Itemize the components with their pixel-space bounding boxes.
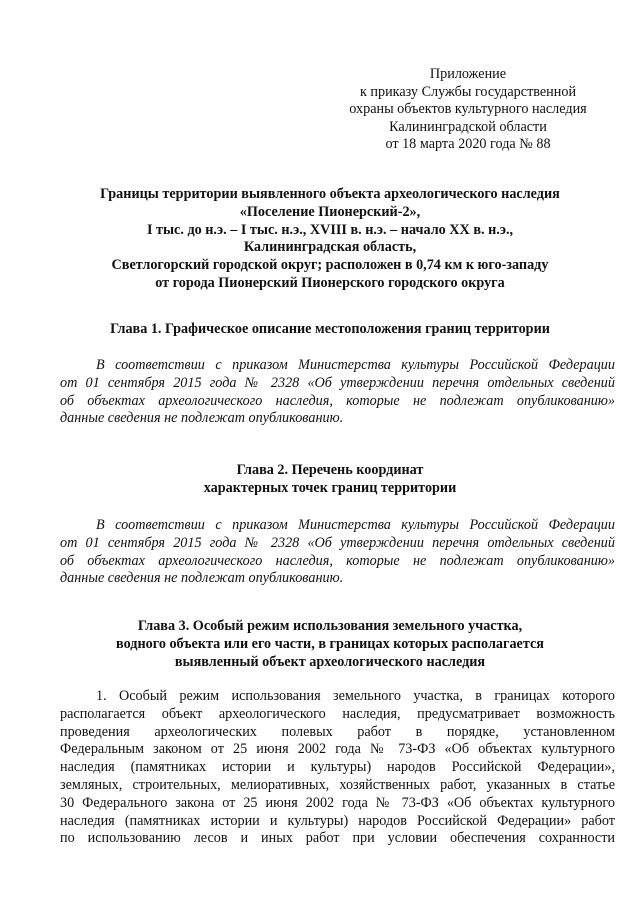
paragraph-line: от 01 сентября 2015 года № 2328 «Об утверждении перечня отдельных сведений <box>60 534 615 551</box>
paragraph-line: 1. Особый режим использования земельного участка, в границах которого <box>96 688 615 704</box>
chapter-1-heading <box>60 321 600 339</box>
chapter-2-heading <box>60 462 600 498</box>
title-line: от города Пионерский Пионерского городского округа <box>155 274 505 291</box>
appendix-line: от 18 марта 2020 года № 88 <box>385 136 551 153</box>
paragraph-line: Федеральным законом от 25 июня 2002 года № 73-ФЗ «Об объектах культурного <box>60 741 615 758</box>
chapter-heading-line: выявленный объект археологического наследия <box>174 653 486 670</box>
chapter-3-text <box>60 688 615 848</box>
paragraph-line: данные сведения не подлежат опубликованию. <box>60 410 344 427</box>
document-title <box>70 186 590 293</box>
appendix-line: Калининградской области <box>389 118 547 135</box>
paragraph-line: наследия (памятниках истории и культуры) народов Российской Федерации», <box>60 759 615 776</box>
chapter-heading-line: Глава 2. Перечень координат <box>236 462 424 478</box>
title-line: «Поселение Пионерский-2», <box>239 203 421 220</box>
paragraph-line: располагается объект археологического наследия, предусматривает возможность <box>60 705 615 722</box>
paragraph-line: об объектах археологического наследия, которые не подлежат опубликованию» <box>60 552 615 569</box>
chapter-heading-line: водного объекта или его части, в границах которых располагается <box>116 635 544 652</box>
paragraph-line: об объектах археологического наследия, которые не подлежат опубликованию» <box>60 392 615 409</box>
chapter-2-text <box>60 517 615 588</box>
chapter-heading-line: Глава 1. Графическое описание местоположения границ территории <box>110 321 550 337</box>
title-line: Калининградская область, <box>243 239 417 256</box>
appendix-line: Приложение <box>429 66 507 82</box>
paragraph-line: проведения археологических полевых работ в порядке, установленном <box>60 723 615 740</box>
title-line: I тыс. до н.э. – I тыс. н.э., XVIII в. н.э. – начало XX в. н.э., <box>146 221 514 238</box>
paragraph-line: В соответствии с приказом Министерства культуры Российской Федерации <box>96 517 615 533</box>
title-line: Границы территории выявленного объекта археологического наследия <box>100 186 560 202</box>
appendix-header <box>318 66 618 154</box>
title-line: Светлогорский городской округ; расположен в 0,74 км к юго-западу <box>111 257 549 274</box>
chapter-3-heading <box>60 618 600 671</box>
paragraph-line: по использованию лесов и иных работ при условии обеспечения сохранности <box>60 830 615 847</box>
paragraph-line: наследия (памятниках истории и культуры) народов Российской Федерации» работ <box>60 812 615 829</box>
chapter-heading-line: характерных точек границ территории <box>203 479 457 496</box>
paragraph-line: 30 Федерального закона от 25 июня 2002 года № 73-ФЗ «Об объектах культурного <box>60 794 615 811</box>
chapter-1-text <box>60 357 615 428</box>
appendix-line: к приказу Службы государственной <box>359 83 577 100</box>
paragraph-line: земляных, строительных, мелиоративных, хозяйственных работ, указанных в статье <box>60 776 615 793</box>
paragraph-line: данные сведения не подлежат опубликованию. <box>60 570 344 587</box>
chapter-heading-line: Глава 3. Особый режим использования земельного участка, <box>137 618 523 634</box>
appendix-line: охраны объектов культурного наследия <box>349 101 587 118</box>
paragraph-line: от 01 сентября 2015 года № 2328 «Об утверждении перечня отдельных сведений <box>60 374 615 391</box>
paragraph-line: В соответствии с приказом Министерства культуры Российской Федерации <box>96 357 615 373</box>
